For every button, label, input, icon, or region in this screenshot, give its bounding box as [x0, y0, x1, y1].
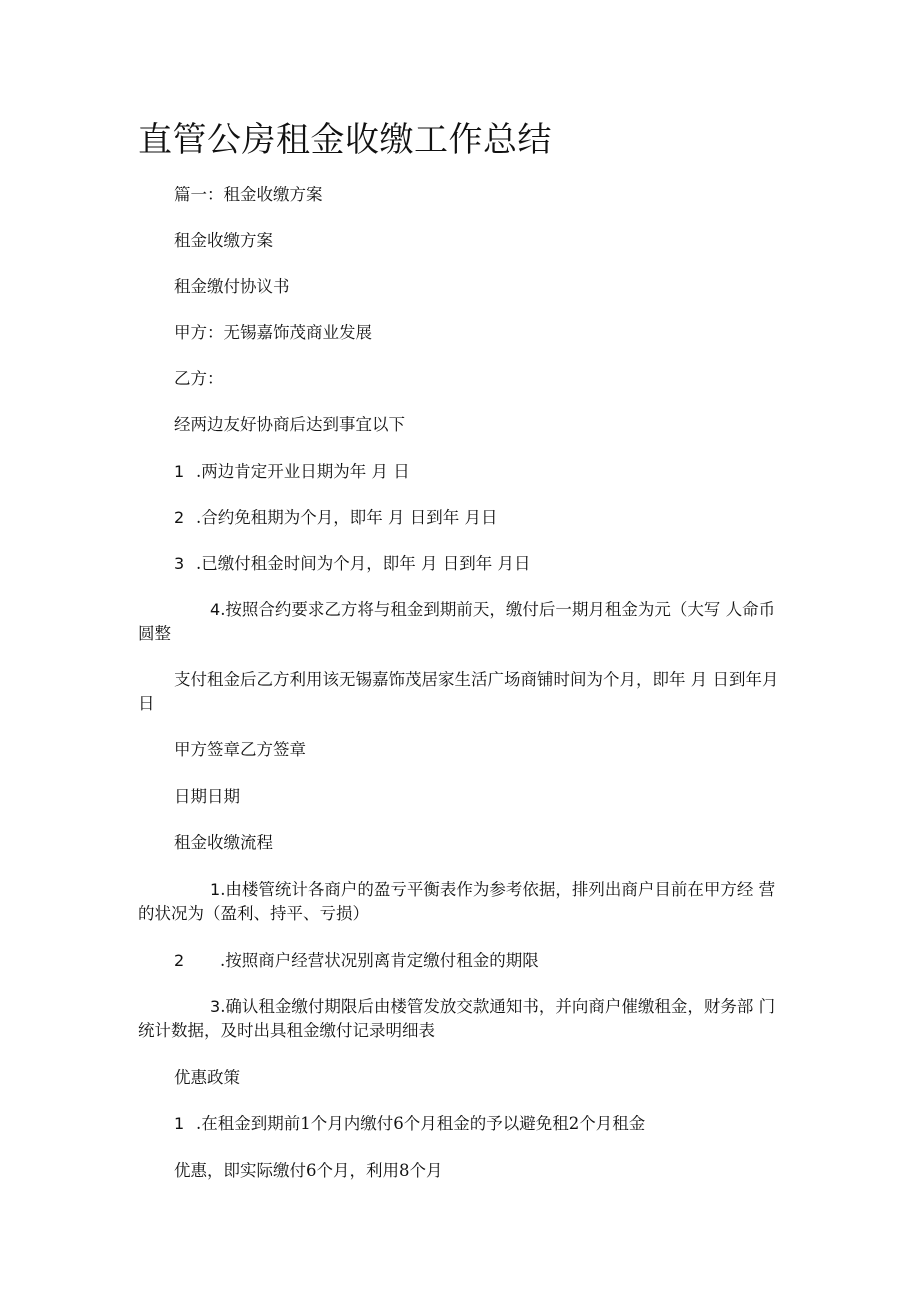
list-item-number: 4: [210, 600, 221, 619]
list-item-text: .按照合约要求乙方将与租金到期前天，缴付后一期月租金为元（大写 人命币圆整: [138, 600, 776, 643]
list-item-number: 2: [174, 951, 185, 970]
list-item: [174, 506, 497, 530]
policy-followup: 优惠，即实际缴付6个月，利用8个月: [174, 1161, 443, 1180]
list-item-text: .在租金到期前1个月内缴付6个月租金的予以避免租2个月租金: [196, 1114, 646, 1133]
payment-paragraph: 支付租金后乙方利用该无锡嘉饰茂居家生活广场商铺时间为个月，即年 月 日到年月日: [138, 670, 779, 713]
list-item: [174, 1112, 645, 1136]
dates-line: 日期日期: [174, 787, 240, 806]
list-item-number: 3: [210, 997, 221, 1016]
plan-heading: 租金收缴方案: [174, 231, 273, 250]
signatures-line: 甲方签章乙方签章: [174, 740, 306, 759]
list-item: [138, 598, 784, 646]
intro-line: 经两边友好协商后达到事宜以下: [174, 415, 405, 434]
list-item-text: .合约免租期为个月，即年 月 日到年 月日: [196, 508, 498, 527]
list-item-number: 1: [210, 880, 221, 899]
list-item-number: 1: [174, 1114, 185, 1133]
list-item-text: .确认租金缴付期限后由楼管发放交款通知书，并向商户催缴租金，财务部 门统计数据，及时出具租金缴付记录明细表: [138, 997, 776, 1040]
list-item-text: .已缴付租金时间为个月，即年 月 日到年 月日: [196, 554, 531, 573]
list-item: [174, 949, 539, 973]
list-item-number: 1: [174, 462, 185, 481]
list-item-number: 3: [174, 554, 185, 573]
party-b-line: 乙方：: [174, 369, 224, 388]
list-item: [174, 552, 530, 576]
list-item: [138, 878, 784, 926]
list-item-text: .按照商户经营状况别离肯定缴付租金的期限: [220, 951, 539, 970]
list-item-text: .由楼管统计各商户的盈亏平衡表作为参考依据，排列出商户目前在甲方经 营的状况为（盈利、持平、亏损）: [138, 880, 776, 923]
list-item-number: 2: [174, 508, 185, 527]
policy-heading: 优惠政策: [174, 1068, 240, 1087]
document-title: 直管公房租金收缴工作总结: [138, 120, 552, 160]
list-item: [174, 460, 410, 484]
party-a-line: 甲方：无锡嘉饰茂商业发展: [174, 323, 372, 342]
chapter-heading: 篇一：租金收缴方案: [174, 185, 323, 204]
process-heading: 租金收缴流程: [174, 833, 273, 852]
list-item-text: .两边肯定开业日期为年 月 日: [196, 462, 410, 481]
list-item: [138, 995, 784, 1043]
agreement-heading: 租金缴付协议书: [174, 277, 290, 296]
